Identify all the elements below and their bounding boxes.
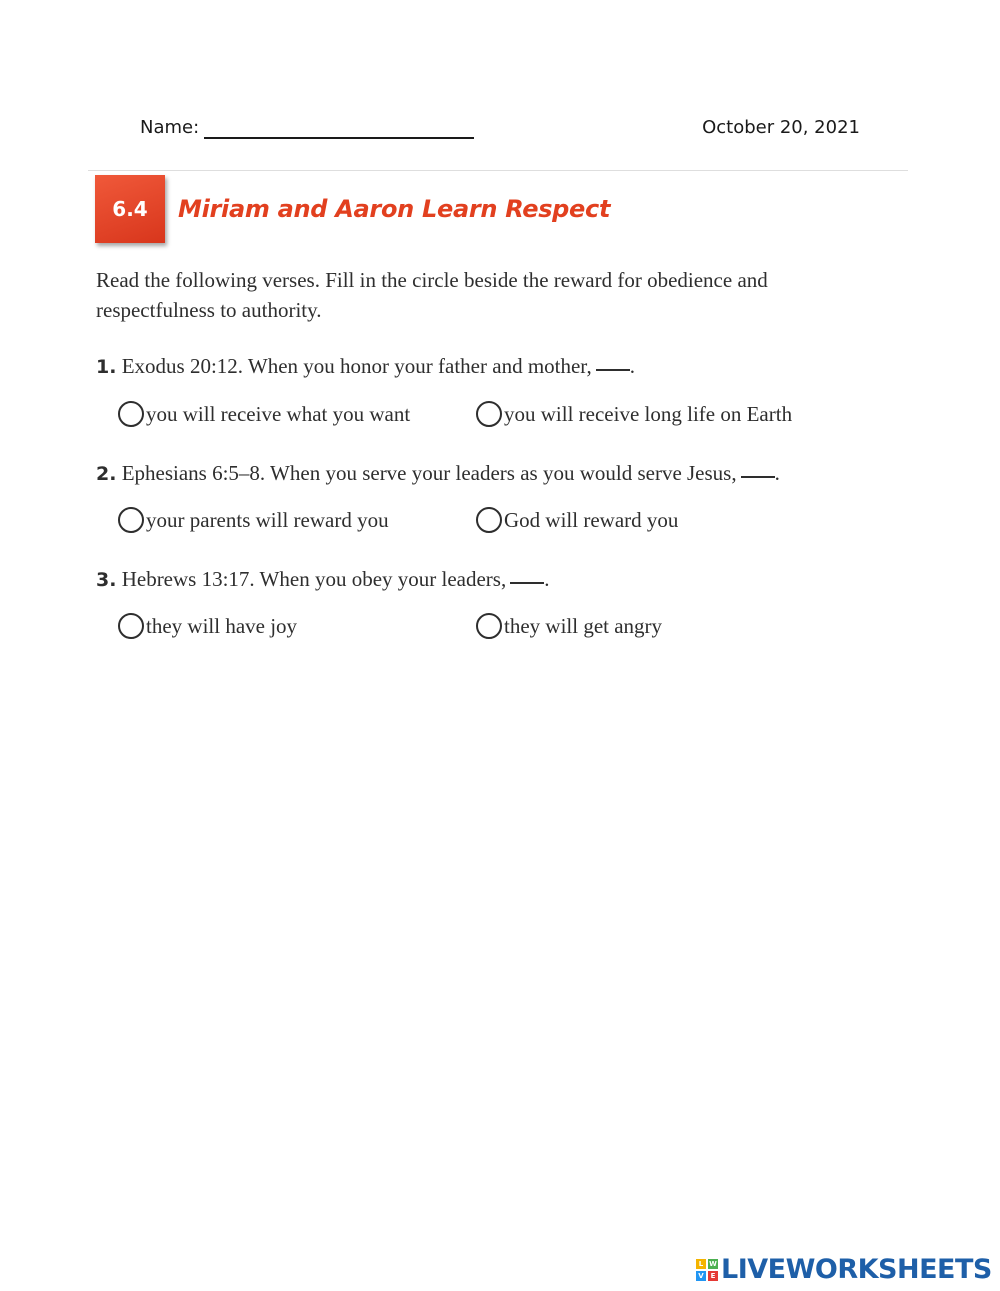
q1-option-b[interactable] [476,401,792,427]
option-label: you will receive long life on Earth [504,401,793,426]
lesson-number-badge [95,175,165,243]
brand-name: LIVEWORKSHEETS [721,1254,992,1285]
question-number: 2. [96,463,117,485]
footer-brand[interactable] [696,1254,992,1285]
liveworksheets-logo-icon: L W V E [696,1259,718,1281]
radio-circle-icon[interactable] [118,613,144,639]
lesson-number: 6.4 [112,197,148,221]
radio-circle-icon[interactable] [118,401,144,427]
answer-blank [596,369,630,371]
question-text: Hebrews 13:17. When you obey your leaders, [121,567,507,591]
radio-circle-icon[interactable] [476,401,502,427]
option-label: they will get angry [504,613,663,638]
radio-circle-icon[interactable] [118,507,144,533]
q1-option-a[interactable] [118,401,410,427]
option-label: they will have joy [146,613,298,638]
q3-option-b[interactable] [476,613,662,639]
question-number: 1. [96,356,117,378]
question-number: 3. [96,569,117,591]
answer-blank [741,476,775,478]
q2-option-b[interactable] [476,507,678,533]
instructions: Read the following verses. Fill in the circle beside the reward for obedience and respectfulness to authority. [96,268,768,322]
name-input[interactable] [204,137,474,139]
q2-option-a[interactable] [118,507,389,533]
divider [88,170,908,171]
radio-circle-icon[interactable] [476,613,502,639]
q3-option-a[interactable] [118,613,297,639]
radio-circle-icon[interactable] [476,507,502,533]
question-2: 2. Ephesians 6:5–8. When you serve your leaders as you would serve Jesus, . [96,461,780,485]
date: October 20, 2021 [702,117,860,138]
option-label: God will reward you [504,507,679,532]
question-text: Exodus 20:12. When you honor your father and mother, [121,354,592,378]
lesson-title: Miriam and Aaron Learn Respect [178,195,611,223]
option-label: you will receive what you want [146,401,411,426]
question-3: 3. Hebrews 13:17. When you obey your leaders, . [96,567,550,591]
option-label: your parents will reward you [146,507,389,532]
question-1: 1. Exodus 20:12. When you honor your father and mother, . [96,354,635,378]
question-text: Ephesians 6:5–8. When you serve your leaders as you would serve Jesus, [121,461,737,485]
name-label: Name: [140,117,200,138]
answer-blank [510,582,544,584]
